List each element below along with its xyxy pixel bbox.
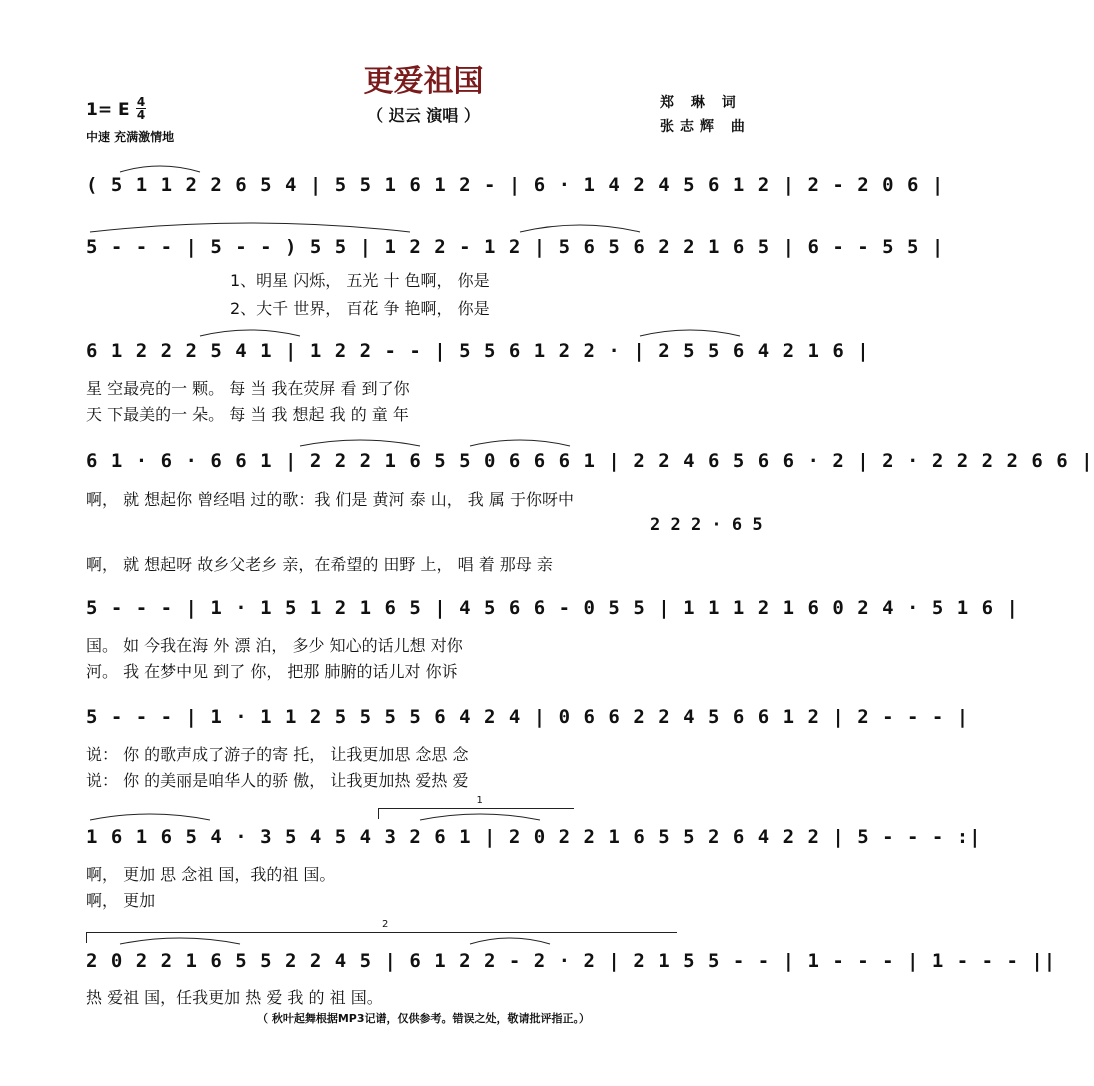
lyricist-credit: 郑 琳 词 [660, 95, 742, 111]
score-line-3-notes: 6 1 2 2 2 5 4 1 | 1 2 2 - - | 5 5 6 1 2 2 · | 2 5 5 6 4 2 1 6 | [86, 340, 870, 362]
score-line-4-notes: 6 1 · 6 · 6 6 1 | 2 2 2 1 6 5 5 0 6 6 6 1 | 2 2 4 6 5 6 6 · 2 | 2 · 2 2 2 2 6 6 | [86, 450, 1094, 472]
score-line-8-lyric-verse1: 热 爱祖 国，任我更加 热 爱 我 的 祖 国。 [86, 988, 383, 1007]
singer-credit: （ 迟云 演唱 ） [367, 106, 480, 125]
slur-arc [200, 330, 300, 336]
slur-arc [120, 166, 200, 172]
slur-arc [640, 330, 740, 336]
score-line-4-lyric-verse2: 啊， 就 想起呀 故乡父老乡 亲，在希望的 田野 上， 唱 着 那母 亲 [86, 555, 553, 574]
time-signature-top: 4 [136, 95, 146, 109]
composer-credit: 张志辉 曲 [660, 119, 751, 135]
first-ending-bracket [378, 795, 574, 819]
time-signature-bottom: 4 [136, 108, 146, 122]
score-line-2-lyric-verse1: 1、明星 闪烁， 五光 十 色啊， 你是 [230, 271, 490, 290]
tempo-marking: 中速 充满激情地 [86, 130, 175, 144]
score-line-4-lyric-verse1: 啊， 就 想起你 曾经唱 过的歌：我 们是 黄河 泰 山， 我 属 于你呀中 [86, 490, 574, 509]
score-line-5-lyric-verse2: 河。 我 在梦中见 到了 你， 把那 肺腑的话儿对 你诉 [86, 662, 458, 681]
slur-arc [300, 440, 420, 446]
slur-arc [520, 225, 640, 232]
score-line-6-notes: 5 - - - | 1 · 1 1 2 5 5 5 5 6 4 2 4 | 0 6 6 2 2 4 5 6 6 1 2 | 2 - - - | [86, 706, 970, 728]
score-line-4-alternate-notes: 2 2 2 · 6 5 [650, 515, 763, 535]
score-line-7-lyric-verse2: 啊， 更加 [86, 891, 156, 910]
slur-arc [470, 440, 570, 446]
score-line-3-lyric-verse1: 星 空最亮的一 颗。 每 当 我在荧屏 看 到了你 [86, 379, 410, 398]
first-ending-number: 1 [476, 795, 483, 806]
slur-arc [90, 223, 410, 232]
second-ending-bracket [86, 919, 677, 943]
score-line-6-lyric-verse2: 说： 你 的美丽是咱华人的骄 傲， 让我更加热 爱热 爱 [86, 771, 469, 790]
score-line-2-notes: 5 - - - | 5 - - ) 5 5 | 1 2 2 - 1 2 | 5 6 5 6 2 2 1 6 5 | 6 - - 5 5 | [86, 236, 945, 258]
score-line-5-lyric-verse1: 国。 如 今我在海 外 漂 泊， 多少 知心的话儿想 对你 [86, 636, 463, 655]
score-line-6-lyric-verse1: 说： 你 的歌声成了游子的寄 托， 让我更加思 念思 念 [86, 745, 469, 764]
score-line-1-notes: ( 5 1 1 2 2 6 5 4 | 5 5 1 6 1 2 - | 6 · 1 4 2 4 5 6 1 2 | 2 - 2 0 6 | [86, 174, 945, 196]
second-ending-number: 2 [382, 919, 389, 930]
slur-arc [90, 814, 210, 820]
score-line-5-notes: 5 - - - | 1 · 1 5 1 2 1 6 5 | 4 5 6 6 - 0 5 5 | 1 1 1 2 1 6 0 2 4 · 5 1 6 | [86, 597, 1019, 619]
key-signature: 1= E [86, 100, 130, 120]
score-line-2-lyric-verse2: 2、大千 世界， 百花 争 艳啊， 你是 [230, 299, 490, 318]
score-line-3-lyric-verse2: 天 下最美的一 朵。 每 当 我 想起 我 的 童 年 [86, 405, 409, 424]
page-title: 更爱祖国 [363, 64, 484, 99]
time-signature [136, 96, 146, 121]
footer-note: （ 秋叶起舞根据MP3记谱，仅供参考。错误之处，敬请批评指正。） [257, 1012, 590, 1025]
score-line-7-lyric-verse1: 啊， 更加 思 念祖 国，我的祖 国。 [86, 865, 336, 884]
score-line-7-notes: 1 6 1 6 5 4 · 3 5 4 5 4 3 2 6 1 | 2 0 2 2 1 6 5 5 2 6 4 2 2 | 5 - - - :| [86, 826, 982, 848]
score-line-8-notes: 2 0 2 2 1 6 5 5 2 2 4 5 | 6 1 2 2 - 2 · 2 | 2 1 5 5 - - | 1 - - - | 1 - - - || [86, 950, 1057, 972]
